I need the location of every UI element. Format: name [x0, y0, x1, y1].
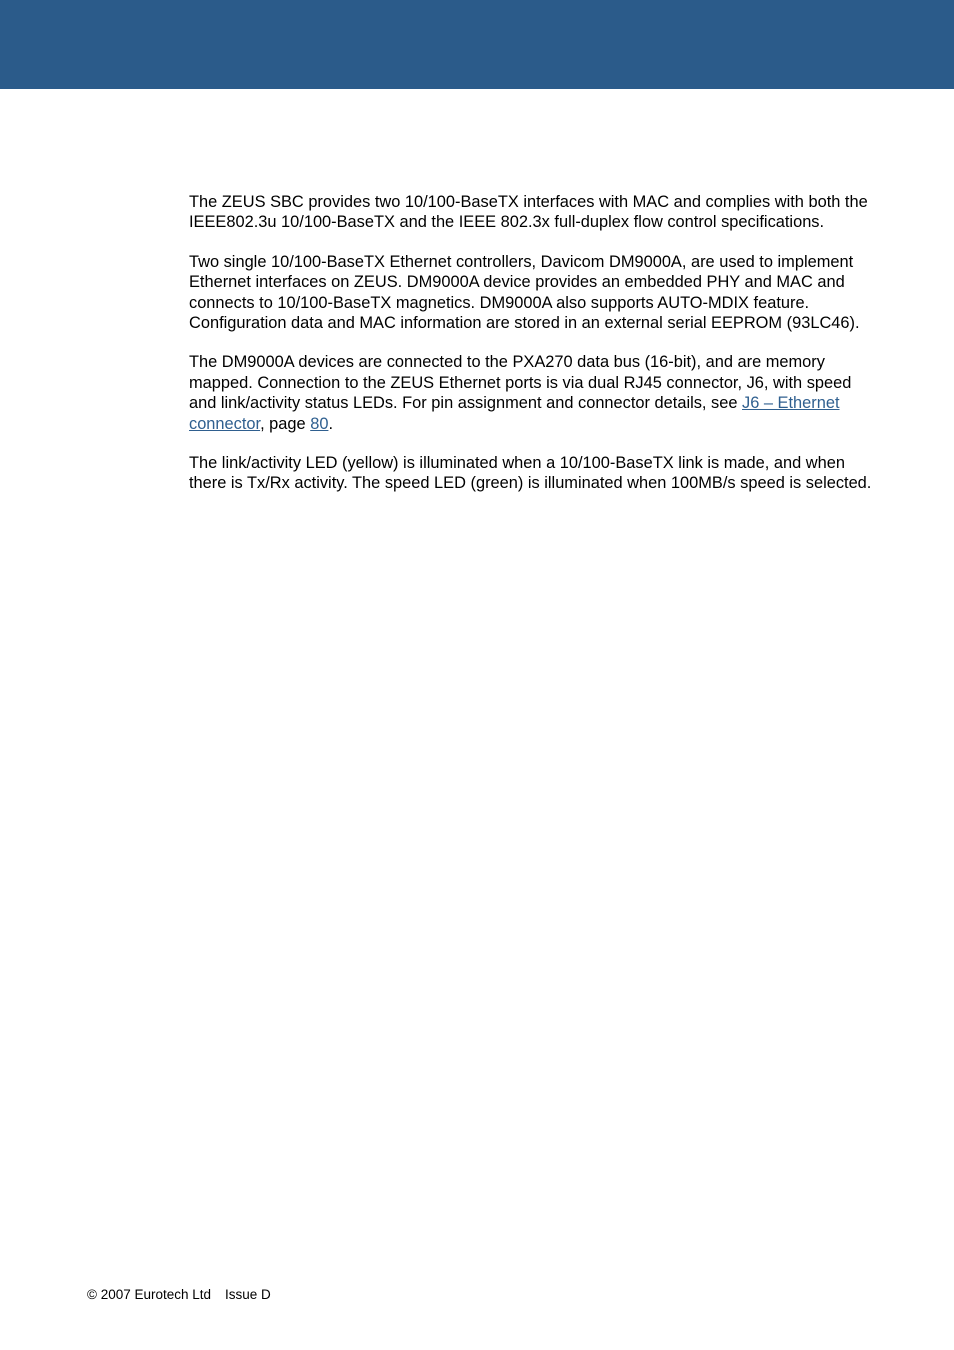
issue-label: Issue D — [225, 1287, 271, 1302]
footer — [87, 1287, 271, 1303]
paragraph-data-bus — [189, 352, 879, 434]
copyright-text: © 2007 Eurotech Ltd — [87, 1287, 212, 1302]
sentence-end: . — [328, 414, 333, 433]
paragraph-controllers: Two single 10/100-BaseTX Ethernet controllers, Davicom DM9000A, are used to implement Ethernet interfaces on ZEUS. DM9000A device provides an embedded PHY and MAC and connects to 10/100-BaseTX magnetics. DM9000A also supports AUTO-MDIX feature. Configuration data and MAC information are stored in an external serial EEPROM (93LC46). — [189, 252, 860, 333]
page-80-link[interactable]: 80 — [310, 414, 329, 433]
page-label: , page — [260, 414, 311, 433]
paragraph-leds: The link/activity LED (yellow) is illuminated when a 10/100-BaseTX link is made, and when there is Tx/Rx activity. The speed LED (green) is illuminated when 100MB/s speed is selected. — [189, 454, 872, 493]
paragraph-data-bus-text: The DM9000A devices are connected to the PXA270 data bus (16-bit), and are memory mapped. Connection to the ZEUS Ethernet ports is via dual RJ45 connector, J6, with speed and link/activity status LEDs. For pin assignment and connector details, see — [189, 353, 852, 413]
paragraph-interfaces: The ZEUS SBC provides two 10/100-BaseTX interfaces with MAC and complies with both the IEEE802.3u 10/100-BaseTX and the IEEE 802.3x full-duplex flow control specifications. — [189, 193, 868, 232]
j6-ethernet-connector-link[interactable]: J6 – Ethernet connector — [189, 394, 840, 433]
document-body — [189, 192, 879, 513]
header-band — [0, 0, 954, 89]
